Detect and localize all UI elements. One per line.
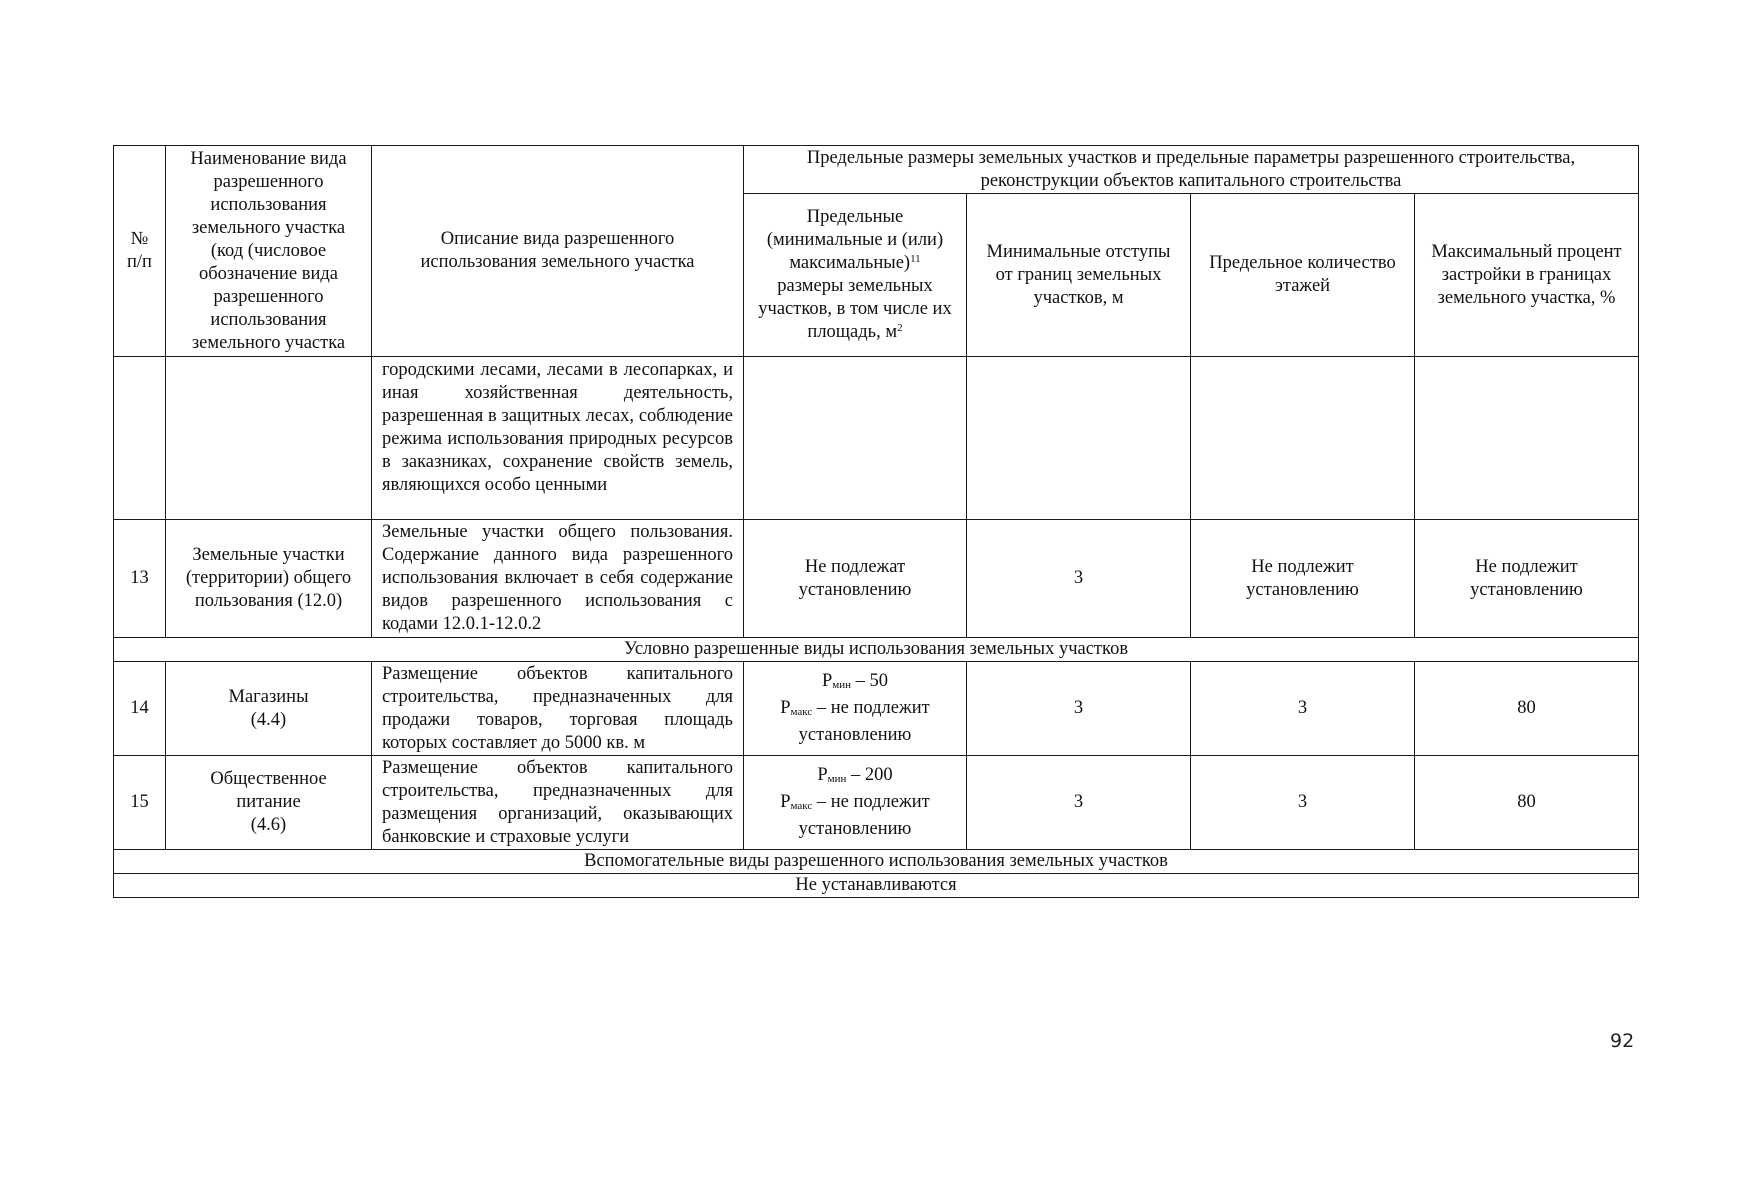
row15-num: 15 [114,756,166,850]
row15-percent: 80 [1415,756,1639,850]
header-percent: Максимальный процент застройки в границах земельного участка, % [1415,194,1639,357]
row15-size [744,756,967,850]
row13-floors: Не подлежит установлению [1191,520,1415,638]
row13-desc: Земельные участки общего пользования. Содержание данного вида разрешенного использования включает в себя содержание видов разрешенного использования с кодами 12.0.1-12.0.2 [372,520,744,638]
not-established: Не устанавливаются [114,874,1639,898]
row14-setback: 3 [967,662,1191,756]
header-size [744,194,967,357]
header-setback: Минимальные отступы от границ земельных участков, м [967,194,1191,357]
row15-name-l2: (4.6) [250,815,287,835]
table-row-14 [114,662,1639,756]
row14-max: $Р_{макс}$ – не подлежит установлению [780,698,930,745]
row13-name: Земельные участки (территории) общего пользования (12.0) [166,520,372,638]
row13-setback: 3 [967,520,1191,638]
header-desc: Описание вида разрешенного использования земельного участка [372,146,744,357]
table-row-continuation [114,357,1639,520]
row14-name-l2: (4.4) [250,709,287,730]
table-row-13 [114,520,1639,638]
header-floors: Предельное количество этажей [1191,194,1415,357]
header-group: Предельные размеры земельных участков и предельные параметры разрешенного строительства, реконструкции объектов капитального строительства [744,146,1639,194]
row13-size: Не подлежат установлению [744,520,967,638]
header-size-main: Предельные (минимальные и (или) максимальные) [766,207,944,273]
header-row-1 [114,146,1639,194]
footnote-ref: 11 [910,253,921,265]
square-sup: 2 [897,322,903,334]
row15-max: $Р_{макс}$ – не подлежит установлению [780,792,930,839]
row14-min: $Р_{мин} - 50$ [821,671,889,691]
header-name: Наименование вида разрешенного использования земельного участка (код (числовое обозначение вида разрешенного использования земельного участка [166,146,372,357]
row14-name-l1: Магазины [228,686,309,707]
row14-percent: 80 [1415,662,1639,756]
row14-floors: 3 [1191,662,1415,756]
row14-num: 14 [114,662,166,756]
header-num: № п/п [114,146,166,357]
row13-percent: Не подлежит установлению [1415,520,1639,638]
header-size-rest: размеры земельных участков, в том числе их площадь, м [758,276,952,342]
continuation-desc: городскими лесами, лесами в лесопарках, и иная хозяйственная деятельность, разрешенная в защитных лесах, соблюдение режима использования природных ресурсов в заказниках, сохранение свойств земель, являющихся особо ценными [372,357,744,520]
section-auxiliary: Вспомогательные виды разрешенного использования земельных участков [114,850,1639,874]
row15-floors: 3 [1191,756,1415,850]
row14-size [744,662,967,756]
page-number: 92 [1610,1030,1635,1052]
section-auxiliary-row [114,850,1639,874]
row15-min: $Р_{мин} - 200$ [817,765,893,785]
section-conditional: Условно разрешенные виды использования земельных участков [114,638,1639,662]
row15-setback: 3 [967,756,1191,850]
land-use-table [113,145,1639,898]
row13-num: 13 [114,520,166,638]
row14-name [166,662,372,756]
table-row-15 [114,756,1639,850]
row14-desc: Размещение объектов капитального строительства, предназначенных для продажи товаров, торговая площадь которых составляет до 5000 кв. м [372,662,744,756]
section-conditional-row [114,638,1639,662]
not-established-row [114,874,1639,898]
row15-desc: Размещение объектов капитального строительства, предназначенных для размещения организаций, оказывающих банковские и страховые услуги [372,756,744,850]
row15-name-l1: Общественное питание [210,769,327,812]
row15-name [166,756,372,850]
